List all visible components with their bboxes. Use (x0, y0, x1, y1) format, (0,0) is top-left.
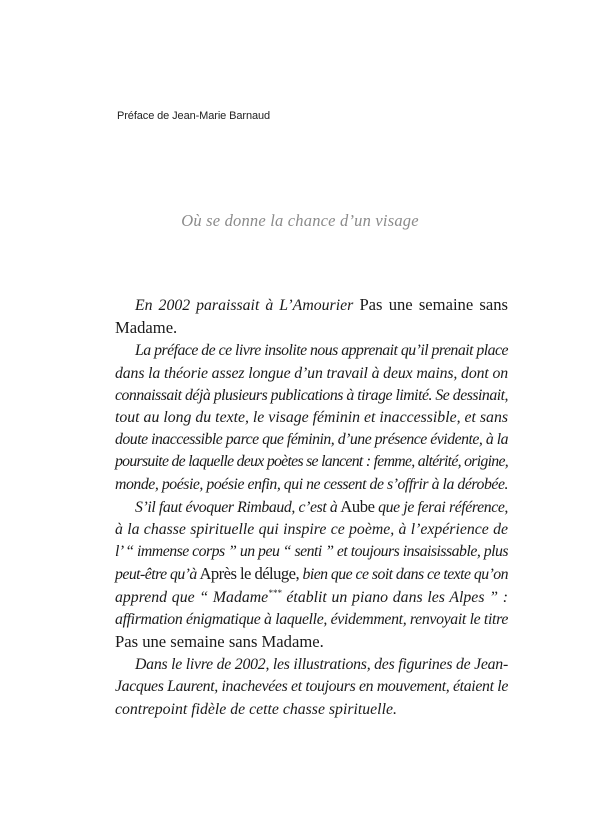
book-title-end: Madame. (115, 318, 178, 338)
line: dans la théorie assez longue d’un travail à deux mains, dont on (115, 364, 509, 382)
line (115, 563, 508, 586)
line: à la chasse spirituelle qui inspire ce poème, à l’expérience de (115, 521, 508, 539)
line: affirmation énigmatique à laquelle, évidemment, renvoyait le titre (115, 610, 508, 628)
chapter-title: Où se donne la chance d’un visage (181, 211, 419, 230)
line: l’ “ immense corps ” un peu “ senti ” et toujours insaisissable, plus (115, 543, 508, 561)
text-italic: En 2002 paraissait à L’Amourier (135, 297, 354, 314)
text-italic: S’il faut évoquer Rimbaud, c’est à (135, 498, 338, 516)
book-title: Pas une semaine sans (353, 295, 508, 314)
line: tout au long du texte, le visage féminin et inaccessible, et sans (115, 409, 508, 427)
paragraph-3 (115, 496, 508, 654)
text-italic: établit un piano dans les Alpes ” : (281, 588, 508, 606)
line: poursuite de laquelle deux poètes se lancent : femme, altérité, origine, (115, 453, 508, 471)
paragraph-1 (115, 294, 508, 340)
footnote-marker: *** (268, 587, 282, 598)
line: contrepoint fidèle de cette chasse spirituelle. (115, 700, 397, 718)
book-title: Pas une semaine sans Madame. (115, 632, 324, 652)
line (115, 496, 508, 519)
line: monde, poésie, poésie enfin, qui ne cessent de s’offrir à la dérobée. (115, 475, 508, 493)
body-text (115, 294, 508, 721)
paragraph-4 (115, 654, 508, 721)
line (115, 631, 508, 654)
poem-title-aube: Aube (337, 496, 375, 516)
line: doute inaccessible parce que féminin, d’une présence évidente, à la (115, 431, 508, 449)
text-italic: que je ferai référence, (374, 498, 508, 516)
text-italic: apprend que “ Madame (115, 588, 269, 606)
paragraph-2 (115, 340, 508, 495)
poem-title-deluge: Après le déluge, (196, 564, 300, 584)
line: connaissait déjà plusieurs publications à tirage limité. Se dessinait, (115, 386, 508, 404)
text-italic: bien que ce soit dans ce texte qu’on (299, 566, 509, 584)
line: Jacques Laurent, inachevées et toujours en mouvement, étaient le (115, 678, 508, 696)
line: La préface de ce livre insolite nous apprenait qu’il prenait place (135, 342, 508, 360)
line (115, 587, 508, 609)
preface-header: Préface de Jean-Marie Barnaud (117, 110, 271, 122)
line: Dans le livre de 2002, les illustrations, des figurines de Jean- (135, 656, 508, 674)
line (115, 317, 508, 340)
text-italic: peut-être qu’à (115, 566, 197, 584)
line (115, 294, 508, 317)
